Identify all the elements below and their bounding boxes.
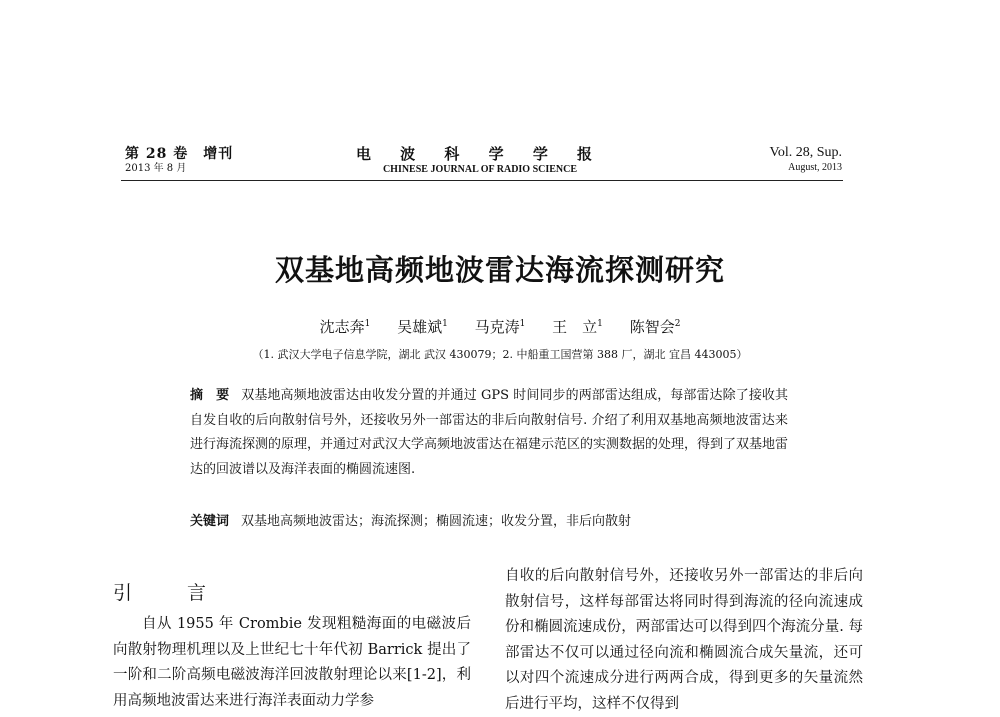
section-heading: 引 言 [113, 582, 225, 604]
volume-en: Vol. 28, Sup. [769, 145, 842, 160]
header-right [770, 146, 842, 173]
author-list [0, 316, 1000, 337]
affiliations: （1. 武汉大学电子信息学院，湖北 武汉 430079；2. 中船重工国营第 388 厂，湖北 宜昌 443005） [252, 348, 748, 361]
journal-name-cn: 电 波 科 学 学 报 [355, 145, 605, 163]
paper-title: 双基地高频地波雷达海流探测研究 [274, 253, 725, 287]
volume-cn: 第 28 卷 增刊 [125, 146, 234, 162]
paragraph: 自从 1955 年 Crombie 发现粗糙海面的电磁波后向散射物理机理以及上世纪七十年代初 Barrick 提出了一阶和二阶高频电磁波海洋回波散射理论以来[1-2]，利用高频地波雷达来进行海洋表面动力学参 [113, 616, 471, 709]
right-column [505, 564, 863, 717]
header-center [350, 147, 610, 175]
keywords [190, 510, 788, 529]
date-en: August, 2013 [788, 162, 842, 173]
keywords-text: 双基地高频地波雷达；海流探测；椭圆流速；收发分置，非后向散射 [241, 514, 632, 529]
journal-name-en: CHINESE JOURNAL OF RADIO SCIENCE [382, 164, 578, 175]
author: 王 立$^1$ [552, 318, 603, 336]
date-cn: 2013 年 8 月 [125, 163, 187, 174]
left-column [113, 612, 471, 714]
abstract [190, 384, 788, 482]
author: 陈智会$^2$ [629, 318, 681, 336]
keywords-label: 关键词 [190, 514, 230, 529]
header-left [125, 147, 233, 174]
abstract-text: 双基地高频地波雷达由收发分置的并通过 GPS 时间同步的两部雷达组成，每部雷达除了接收其自发自收的后向散射信号外，还接收另外一部雷达的非后向散射信号. 介绍了利用双基地高频地波雷达来进行海流探测的原理，并通过对武汉大学高频地波雷达在福建示范区的实测数据的处理，得到了双基地雷达的回波谱以及海洋表面的椭圆流速图. [190, 388, 789, 477]
author: 马克涛$^1$ [474, 318, 526, 336]
paragraph: 自收的后向散射信号外，还接收另外一部雷达的非后向散射信号，这样每部雷达将同时得到海流的径向流速成份和椭圆流速成份，两部雷达可以得到四个海流分量. 每部雷达不仅可以通过径向流和椭圆流合成矢量流，还可以对四个流速成分进行两两合成，得到更多的矢量流然后进行平均，这样不仅得到 [505, 568, 863, 712]
author: 吴雄斌$^1$ [397, 318, 448, 336]
abstract-label: 摘 要 [190, 388, 230, 403]
author: 沈志奔$^1$ [319, 318, 371, 336]
header-rule [121, 180, 843, 181]
